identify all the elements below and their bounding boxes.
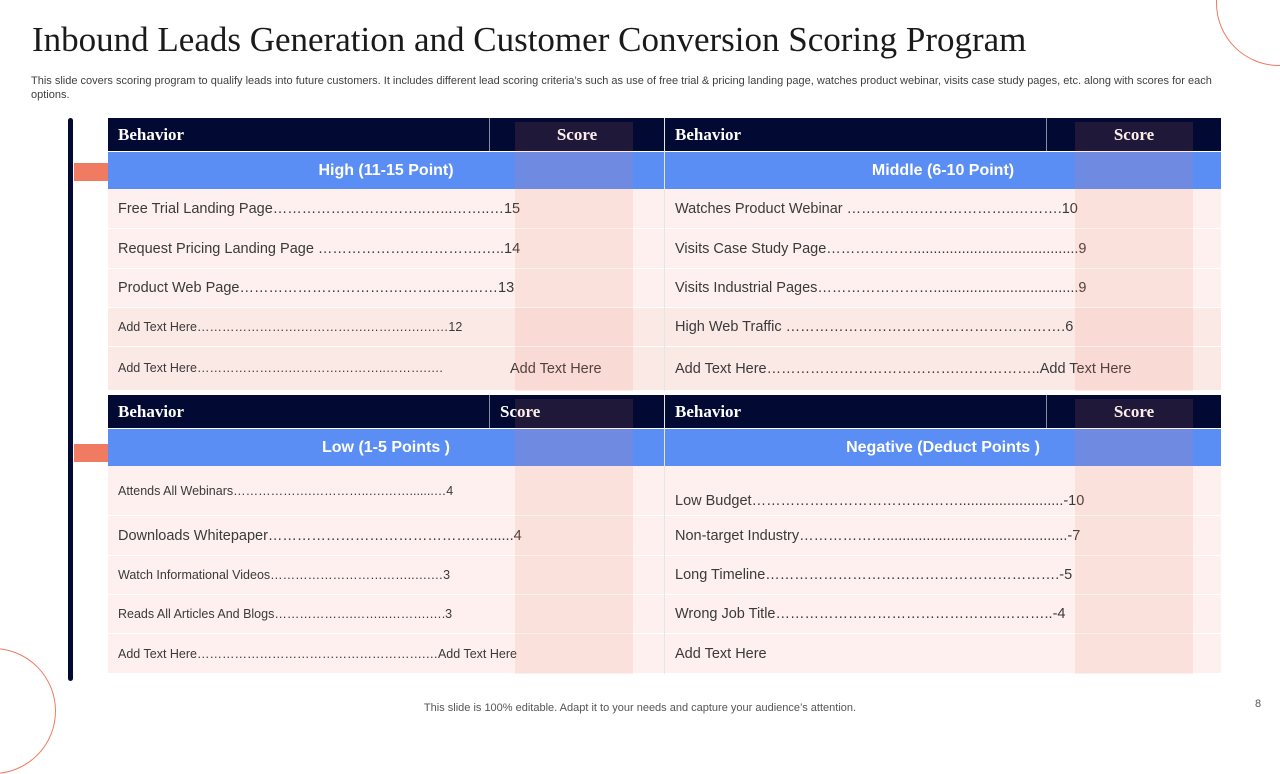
- score-header: Score: [500, 401, 541, 421]
- bottom-scoring-table: [108, 395, 1221, 674]
- table-row: Long Timeline…………………………………………………….-5: [665, 556, 1221, 595]
- top-scoring-table: [108, 118, 1221, 391]
- table-row: Product Web Page………………………….……….…….……13: [108, 269, 664, 308]
- behavior-header: Behavior: [665, 118, 1047, 151]
- accent-tab-bottom: [74, 444, 108, 462]
- table-row: Wrong Job Title………………………………………..………..-4: [665, 595, 1221, 634]
- table-row: [108, 347, 664, 391]
- negative-points-panel: [664, 395, 1221, 674]
- table-row: Visits Case Study Page……………….........................................9: [665, 229, 1221, 269]
- table-header: [108, 395, 664, 428]
- table-row: Visits Industrial Pages……………………....................................9: [665, 269, 1221, 308]
- footer-note: This slide is 100% editable. Adapt it to your needs and capture your audience’s attention.: [423, 702, 857, 714]
- table-row: Watches Product Webinar ……………………………..……….10: [665, 189, 1221, 229]
- table-row: Downloads Whitepaper…………………………………….…......4: [108, 516, 664, 556]
- behavior-header: Behavior: [108, 395, 490, 428]
- table-row: High Web Traffic ………………………………………………….6: [665, 308, 1221, 347]
- behavior-header: Behavior: [108, 118, 490, 151]
- group-header-low: Low (1-5 Points ): [108, 428, 664, 466]
- table-row: Free Trial Landing Page…………………………..…...……..…15: [108, 189, 664, 229]
- score-header: Score: [1113, 124, 1155, 144]
- slide-title: Inbound Leads Generation and Customer Conversion Scoring Program: [32, 20, 1027, 59]
- accent-tab-top: [74, 163, 108, 181]
- score-header: Score: [1113, 401, 1155, 421]
- slide-subtitle: This slide covers scoring program to qualify leads into future customers. It includes different lead scoring criteria’s such as use of free trial & pricing landing page, watches product webinar, visits case study pages, etc. along with scores for each options.: [31, 75, 1212, 101]
- decorative-circle-top-right: [1216, 0, 1280, 66]
- score-header: Score: [556, 124, 598, 144]
- group-header-middle: Middle (6-10 Point): [665, 151, 1221, 189]
- page-number: 8: [1255, 698, 1262, 710]
- table-row: Watch Informational Videos……………………………..….…3: [108, 556, 664, 595]
- row-score: Add Text Here: [510, 360, 602, 377]
- vertical-accent-bar: [68, 118, 73, 681]
- high-points-panel: [108, 118, 664, 391]
- middle-points-panel: [664, 118, 1221, 391]
- row-label: Add Text Here………………….………….………..……….….: [118, 361, 443, 375]
- table-row: Add Text Here………………………………….……………..Add Text Here: [665, 347, 1221, 391]
- table-row: Attends All Webinars……………….…………..….…….......…4: [108, 466, 664, 516]
- table-row: Reads All Articles And Blogs……………….……...……….….3: [108, 595, 664, 634]
- table-row: Request Pricing Landing Page …………………………….…..14: [108, 229, 664, 269]
- table-header: [108, 118, 664, 151]
- table-row: Non-target Industry……………….............................................-7: [665, 516, 1221, 556]
- table-row: Add Text Here……………………………………………….…Add Text Here: [108, 634, 664, 674]
- table-header: [665, 395, 1221, 428]
- group-header-negative: Negative (Deduct Points ): [665, 428, 1221, 466]
- behavior-header: Behavior: [665, 395, 1047, 428]
- table-row: Low Budget……………………………….……..........................-10: [665, 466, 1221, 516]
- table-row: Add Text Here: [665, 634, 1221, 674]
- table-row: Add Text Here…………………….…………….……….….……12: [108, 308, 664, 347]
- table-header: [665, 118, 1221, 151]
- low-points-panel: [108, 395, 664, 674]
- group-header-high: High (11-15 Point): [108, 151, 664, 189]
